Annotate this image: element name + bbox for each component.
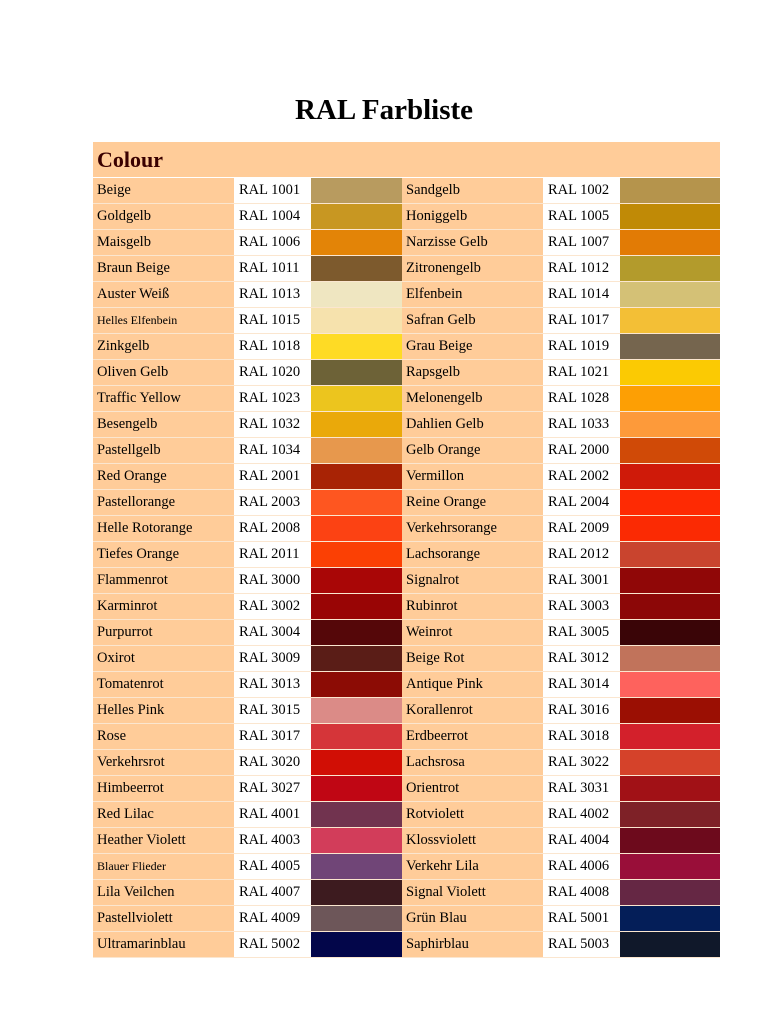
color-name: Beige Rot	[402, 646, 543, 671]
color-swatch	[311, 308, 402, 333]
ral-code: RAL 1034	[234, 438, 311, 463]
ral-code: RAL 1011	[234, 256, 311, 281]
ral-code: RAL 4001	[234, 802, 311, 827]
ral-code: RAL 3018	[543, 724, 620, 749]
table-row	[93, 568, 720, 594]
color-name: Auster Weiß	[93, 282, 234, 307]
ral-code: RAL 4008	[543, 880, 620, 905]
color-name: Saphirblau	[402, 932, 543, 957]
ral-code: RAL 3022	[543, 750, 620, 775]
color-name: Zitronengelb	[402, 256, 543, 281]
color-swatch	[620, 334, 720, 359]
ral-code: RAL 2012	[543, 542, 620, 567]
color-name: Besengelb	[93, 412, 234, 437]
color-swatch	[620, 178, 720, 203]
color-swatch	[620, 282, 720, 307]
color-swatch	[620, 568, 720, 593]
color-swatch	[311, 646, 402, 671]
ral-code: RAL 4009	[234, 906, 311, 931]
ral-code: RAL 3017	[234, 724, 311, 749]
ral-code: RAL 4004	[543, 828, 620, 853]
ral-code: RAL 1005	[543, 204, 620, 229]
color-swatch	[311, 594, 402, 619]
color-name: Rubinrot	[402, 594, 543, 619]
color-swatch	[311, 360, 402, 385]
color-swatch	[620, 594, 720, 619]
color-name: Helles Elfenbein	[93, 308, 234, 333]
table-row	[93, 204, 720, 230]
table-row	[93, 776, 720, 802]
color-name: Goldgelb	[93, 204, 234, 229]
color-name: Pastellviolett	[93, 906, 234, 931]
ral-code: RAL 1002	[543, 178, 620, 203]
ral-code: RAL 3012	[543, 646, 620, 671]
ral-code: RAL 5002	[234, 932, 311, 957]
color-name: Helle Rotorange	[93, 516, 234, 541]
color-name: Blauer Flieder	[93, 854, 234, 879]
ral-code: RAL 4005	[234, 854, 311, 879]
table-row	[93, 490, 720, 516]
color-swatch	[620, 776, 720, 801]
color-name: Verkehr Lila	[402, 854, 543, 879]
table-row	[93, 178, 720, 204]
color-name: Verkehrsorange	[402, 516, 543, 541]
color-name: Dahlien Gelb	[402, 412, 543, 437]
color-swatch	[311, 542, 402, 567]
color-swatch	[311, 412, 402, 437]
color-swatch	[620, 230, 720, 255]
color-name: Narzisse Gelb	[402, 230, 543, 255]
color-swatch	[311, 672, 402, 697]
table-row	[93, 516, 720, 542]
color-name: Lila Veilchen	[93, 880, 234, 905]
color-swatch	[311, 776, 402, 801]
table-row	[93, 750, 720, 776]
color-name: Himbeerrot	[93, 776, 234, 801]
color-name: Lachsorange	[402, 542, 543, 567]
ral-code: RAL 3013	[234, 672, 311, 697]
color-name: Korallenrot	[402, 698, 543, 723]
page-title: RAL Farbliste	[294, 94, 474, 126]
color-swatch	[311, 334, 402, 359]
color-name: Red Lilac	[93, 802, 234, 827]
table-header: Colour	[93, 142, 720, 177]
color-swatch	[620, 360, 720, 385]
color-name: Rapsgelb	[402, 360, 543, 385]
table-row	[93, 880, 720, 906]
color-swatch	[311, 386, 402, 411]
color-name: Helles Pink	[93, 698, 234, 723]
ral-code: RAL 3005	[543, 620, 620, 645]
ral-code: RAL 2001	[234, 464, 311, 489]
ral-code: RAL 1004	[234, 204, 311, 229]
color-swatch	[620, 620, 720, 645]
color-name: Tomatenrot	[93, 672, 234, 697]
table-row	[93, 412, 720, 438]
color-swatch	[311, 282, 402, 307]
table-row	[93, 282, 720, 308]
ral-code: RAL 3014	[543, 672, 620, 697]
color-name: Signal Violett	[402, 880, 543, 905]
color-swatch	[620, 516, 720, 541]
ral-code: RAL 3000	[234, 568, 311, 593]
ral-code: RAL 5003	[543, 932, 620, 957]
table-row	[93, 906, 720, 932]
color-name: Orientrot	[402, 776, 543, 801]
table-row	[93, 386, 720, 412]
color-swatch	[311, 490, 402, 515]
color-name: Heather Violett	[93, 828, 234, 853]
color-name: Honiggelb	[402, 204, 543, 229]
color-swatch	[311, 932, 402, 957]
ral-code: RAL 1012	[543, 256, 620, 281]
ral-code: RAL 4003	[234, 828, 311, 853]
color-swatch	[620, 464, 720, 489]
color-name: Rotviolett	[402, 802, 543, 827]
ral-code: RAL 1007	[543, 230, 620, 255]
color-swatch	[311, 438, 402, 463]
ral-code: RAL 2002	[543, 464, 620, 489]
color-swatch	[620, 204, 720, 229]
ral-code: RAL 1015	[234, 308, 311, 333]
ral-code: RAL 1014	[543, 282, 620, 307]
color-swatch	[620, 906, 720, 931]
color-name: Traffic Yellow	[93, 386, 234, 411]
ral-code: RAL 4007	[234, 880, 311, 905]
table-row	[93, 594, 720, 620]
table-body	[93, 177, 720, 958]
color-name: Oxirot	[93, 646, 234, 671]
ral-code: RAL 1021	[543, 360, 620, 385]
color-name: Grau Beige	[402, 334, 543, 359]
color-swatch	[620, 672, 720, 697]
color-swatch	[620, 750, 720, 775]
color-name: Melonengelb	[402, 386, 543, 411]
color-swatch	[311, 880, 402, 905]
color-name: Zinkgelb	[93, 334, 234, 359]
color-name: Grün Blau	[402, 906, 543, 931]
table-row	[93, 698, 720, 724]
ral-code: RAL 1020	[234, 360, 311, 385]
ral-code: RAL 1013	[234, 282, 311, 307]
ral-code: RAL 4006	[543, 854, 620, 879]
color-name: Braun Beige	[93, 256, 234, 281]
color-name: Safran Gelb	[402, 308, 543, 333]
color-name: Weinrot	[402, 620, 543, 645]
ral-code: RAL 1023	[234, 386, 311, 411]
table-row	[93, 308, 720, 334]
table-row	[93, 672, 720, 698]
color-swatch	[620, 542, 720, 567]
color-name: Gelb Orange	[402, 438, 543, 463]
ral-code: RAL 1018	[234, 334, 311, 359]
color-swatch	[620, 880, 720, 905]
color-name: Ultramarinblau	[93, 932, 234, 957]
color-name: Antique Pink	[402, 672, 543, 697]
color-name: Red Orange	[93, 464, 234, 489]
ral-code: RAL 3020	[234, 750, 311, 775]
color-swatch	[311, 854, 402, 879]
color-name: Karminrot	[93, 594, 234, 619]
color-swatch	[620, 412, 720, 437]
color-name: Rose	[93, 724, 234, 749]
color-name: Sandgelb	[402, 178, 543, 203]
color-swatch	[620, 802, 720, 827]
table-row	[93, 438, 720, 464]
ral-code: RAL 1001	[234, 178, 311, 203]
table-row	[93, 360, 720, 386]
table-row	[93, 646, 720, 672]
ral-code: RAL 3001	[543, 568, 620, 593]
ral-code: RAL 3016	[543, 698, 620, 723]
ral-code: RAL 1032	[234, 412, 311, 437]
ral-code: RAL 2011	[234, 542, 311, 567]
ral-code: RAL 3003	[543, 594, 620, 619]
color-swatch	[311, 620, 402, 645]
table-row	[93, 854, 720, 880]
ral-code: RAL 2000	[543, 438, 620, 463]
table-row	[93, 542, 720, 568]
color-swatch	[311, 178, 402, 203]
table-row	[93, 724, 720, 750]
color-name: Erdbeerrot	[402, 724, 543, 749]
table-row	[93, 464, 720, 490]
color-name: Pastellorange	[93, 490, 234, 515]
ral-code: RAL 3009	[234, 646, 311, 671]
color-swatch	[620, 438, 720, 463]
ral-code: RAL 1033	[543, 412, 620, 437]
table-row	[93, 230, 720, 256]
color-swatch	[620, 724, 720, 749]
color-swatch	[620, 698, 720, 723]
table-row	[93, 802, 720, 828]
color-swatch	[620, 308, 720, 333]
color-name: Oliven Gelb	[93, 360, 234, 385]
color-swatch	[311, 230, 402, 255]
ral-code: RAL 2009	[543, 516, 620, 541]
table-row	[93, 334, 720, 360]
color-swatch	[311, 698, 402, 723]
ral-code: RAL 5001	[543, 906, 620, 931]
color-swatch	[620, 646, 720, 671]
ral-code: RAL 2004	[543, 490, 620, 515]
ral-code: RAL 4002	[543, 802, 620, 827]
color-name: Tiefes Orange	[93, 542, 234, 567]
color-swatch	[311, 906, 402, 931]
color-swatch	[311, 256, 402, 281]
color-name: Beige	[93, 178, 234, 203]
color-swatch	[311, 828, 402, 853]
ral-code: RAL 1028	[543, 386, 620, 411]
ral-code: RAL 3004	[234, 620, 311, 645]
ral-code: RAL 3031	[543, 776, 620, 801]
table-row	[93, 256, 720, 282]
color-name: Maisgelb	[93, 230, 234, 255]
color-swatch	[620, 854, 720, 879]
color-swatch	[311, 802, 402, 827]
table-row	[93, 932, 720, 958]
color-swatch	[620, 932, 720, 957]
ral-code: RAL 3027	[234, 776, 311, 801]
ral-code: RAL 2003	[234, 490, 311, 515]
ral-code: RAL 3015	[234, 698, 311, 723]
table-row	[93, 828, 720, 854]
color-swatch	[620, 490, 720, 515]
color-name: Signalrot	[402, 568, 543, 593]
ral-code: RAL 3002	[234, 594, 311, 619]
color-swatch	[311, 204, 402, 229]
color-swatch	[620, 828, 720, 853]
color-name: Flammenrot	[93, 568, 234, 593]
color-swatch	[311, 516, 402, 541]
ral-code: RAL 1017	[543, 308, 620, 333]
ral-code: RAL 1019	[543, 334, 620, 359]
color-table	[93, 142, 720, 958]
color-name: Elfenbein	[402, 282, 543, 307]
color-swatch	[311, 724, 402, 749]
color-name: Klossviolett	[402, 828, 543, 853]
color-name: Pastellgelb	[93, 438, 234, 463]
color-name: Vermillon	[402, 464, 543, 489]
color-name: Verkehrsrot	[93, 750, 234, 775]
color-swatch	[620, 386, 720, 411]
table-row	[93, 620, 720, 646]
ral-code: RAL 1006	[234, 230, 311, 255]
color-swatch	[311, 568, 402, 593]
ral-code: RAL 2008	[234, 516, 311, 541]
color-name: Lachsrosa	[402, 750, 543, 775]
color-swatch	[311, 750, 402, 775]
color-swatch	[311, 464, 402, 489]
color-name: Purpurrot	[93, 620, 234, 645]
color-swatch	[620, 256, 720, 281]
color-name: Reine Orange	[402, 490, 543, 515]
